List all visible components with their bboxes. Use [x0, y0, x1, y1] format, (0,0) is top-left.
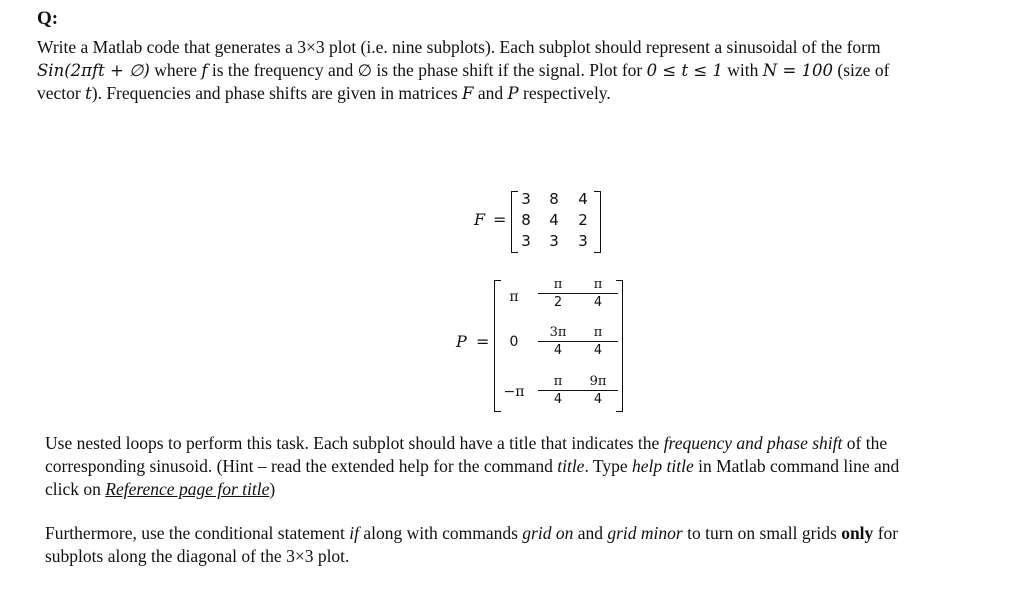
- text-span: . Type: [584, 456, 632, 476]
- fraction-numerator: π: [538, 374, 578, 391]
- text-span: vector: [37, 83, 86, 103]
- text-span: with: [722, 60, 763, 80]
- var-phi: ∅: [357, 61, 373, 80]
- fraction-denominator: 4: [593, 392, 603, 407]
- text-span: (size of: [833, 60, 890, 80]
- emphasis: if: [349, 523, 359, 543]
- fraction-denominator: 4: [593, 295, 603, 310]
- text-span: and: [573, 523, 608, 543]
- fraction-denominator: 2: [553, 295, 563, 310]
- matrix-p-cell: 0: [509, 334, 519, 350]
- matrix-p-cell: −π: [503, 384, 525, 400]
- text-span: ): [269, 479, 276, 499]
- matrix-f-right-bracket: [594, 191, 601, 253]
- var-f: f: [201, 61, 208, 80]
- text-span: along with commands: [358, 523, 523, 543]
- matrix-p-fraction: [578, 325, 618, 358]
- matrix-f-cell: 8: [549, 190, 559, 208]
- matrix-p-fraction: [538, 325, 578, 358]
- text-span: respectively.: [518, 83, 611, 103]
- matrix-f-cell: 3: [578, 232, 588, 250]
- matrix-p-fraction: [538, 277, 578, 310]
- reference-page-link[interactable]: Reference page for title: [105, 479, 270, 499]
- matrix-f-cell: 2: [578, 211, 588, 229]
- text-span: ). Frequencies and phase shifts are given in matrices: [91, 83, 463, 103]
- matrix-f-cell: 3: [521, 190, 531, 208]
- matrix-f-cell: 3: [549, 232, 559, 250]
- instructions-line-1: [45, 432, 899, 455]
- text-span: is the phase shift if the signal. Plot for: [372, 60, 647, 80]
- var-P: P: [507, 84, 519, 103]
- var-F: F: [462, 84, 474, 103]
- emphasis: frequency and phase shift: [663, 433, 843, 453]
- fraction-numerator: 9π: [578, 374, 618, 391]
- matrix-p-label: P: [456, 332, 467, 351]
- sin-formula: Sin(2πft + ∅): [37, 61, 150, 80]
- text-span: is the frequency and: [207, 60, 358, 80]
- emphasis: title: [557, 456, 585, 476]
- var-t: t: [85, 84, 92, 103]
- matrix-p-fraction: [578, 374, 618, 407]
- text-span: Use nested loops to perform this task. Each subplot should have a title that indicates the: [45, 433, 664, 453]
- conditions-line-2: subplots along the diagonal of the 3×3 plot.: [45, 546, 350, 566]
- text-span: and: [473, 83, 508, 103]
- text-span: to turn on small grids: [682, 523, 842, 543]
- text-span: of the: [842, 433, 888, 453]
- fraction-denominator: 4: [553, 392, 563, 407]
- fraction-numerator: π: [578, 277, 618, 294]
- matrix-f-cell: 4: [549, 211, 559, 229]
- strong-text: only: [841, 523, 874, 543]
- text-span: corresponding sinusoid. (Hint – read the extended help for the command: [45, 456, 558, 476]
- intro-paragraph: [37, 36, 889, 105]
- matrix-f-cell: 4: [578, 190, 588, 208]
- conditions-line-1: [45, 522, 898, 545]
- fraction-denominator: 4: [593, 343, 603, 358]
- instructions-line-2: [45, 455, 899, 478]
- text-span: Furthermore, use the conditional statement: [45, 523, 350, 543]
- fraction-numerator: π: [538, 277, 578, 294]
- text-span: in Matlab command line and: [693, 456, 900, 476]
- conditions-paragraph: [45, 522, 898, 568]
- fraction-denominator: 4: [553, 343, 563, 358]
- intro-line-1: Write a Matlab code that generates a 3×3 plot (i.e. nine subplots). Each subplot should represent a sinusoidal of the form: [37, 37, 881, 57]
- text-span: where: [149, 60, 202, 80]
- matrix-f-label: F: [474, 210, 486, 229]
- intro-line-2: [37, 59, 889, 82]
- emphasis: help title: [632, 456, 694, 476]
- matrix-f-equals: =: [493, 210, 507, 229]
- fraction-numerator: π: [578, 325, 618, 342]
- matrix-f-cell: 8: [521, 211, 531, 229]
- matrix-f-cell: 3: [521, 232, 531, 250]
- instructions-line-3: [45, 478, 899, 501]
- matrix-p-fraction: [578, 277, 618, 310]
- matrix-p-equals: =: [476, 332, 490, 351]
- fraction-numerator: 3π: [538, 325, 578, 342]
- intro-line-3: [37, 82, 889, 105]
- n-expr: N = 100: [762, 61, 834, 80]
- text-span: for: [873, 523, 899, 543]
- matrix-p-cell: π: [509, 289, 519, 305]
- text-span: click on: [45, 479, 106, 499]
- matrix-p-fraction: [538, 374, 578, 407]
- emphasis: grid on: [522, 523, 574, 543]
- range-expr: 0 ≤ t ≤ 1: [646, 61, 723, 80]
- question-label: Q:: [37, 8, 59, 29]
- emphasis: grid minor: [607, 523, 683, 543]
- instructions-paragraph: [45, 432, 899, 501]
